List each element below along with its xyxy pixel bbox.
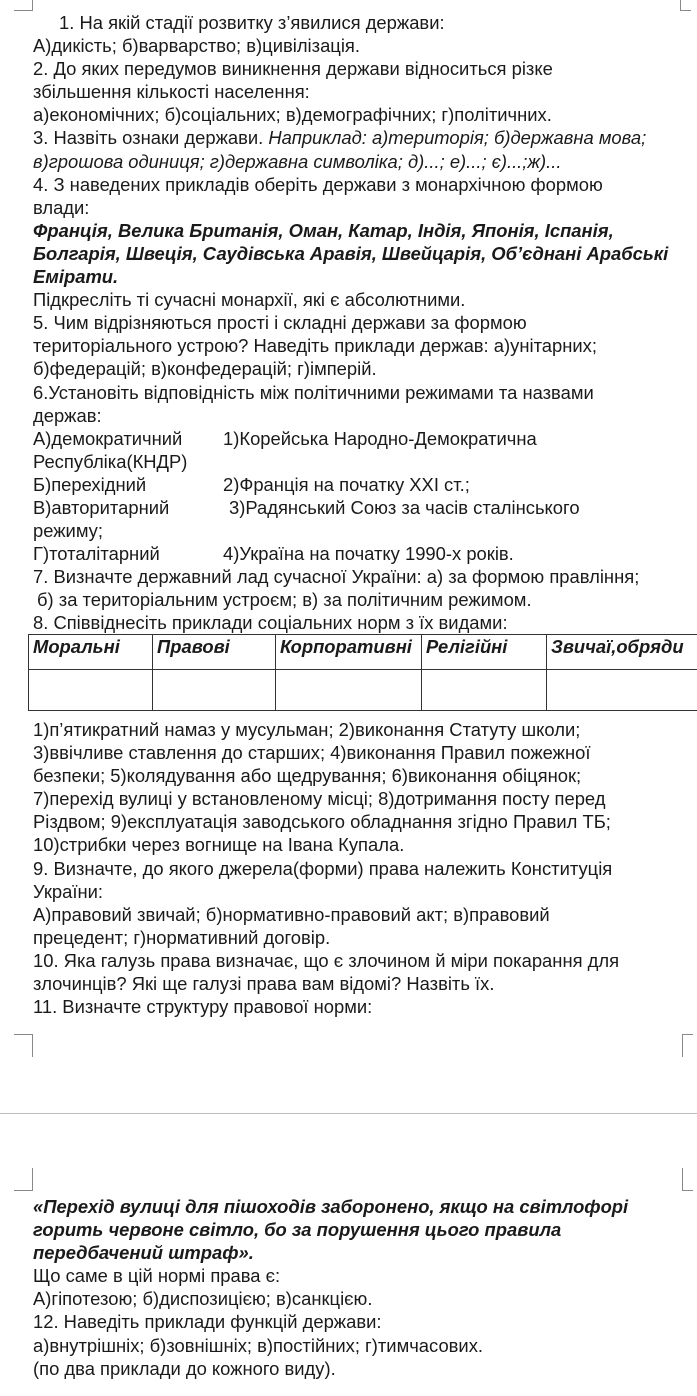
answer-cell-corporate[interactable] (276, 670, 422, 711)
questions-block-continued (33, 718, 695, 1018)
q6-state-3: 3)Радянський Союз за часів сталінського (229, 496, 580, 518)
q4-countries-line-3: Емірати. (33, 266, 119, 288)
crop-mark-top-left-page-2 (14, 1168, 33, 1191)
answer-cell-legal[interactable] (153, 670, 276, 711)
answer-cell-religious[interactable] (422, 670, 547, 711)
crop-mark-top-left (14, 0, 33, 11)
q12-answers: а)внутрішніх; б)зовнішніх; в)постійних; г)тимчасових. (33, 1334, 484, 1356)
q2-question-line-2: збільшення кількості населення: (33, 81, 310, 103)
col-header-corporate: Корпоративні (276, 635, 422, 670)
q6-regime-d: Г)тоталітарний (33, 543, 160, 565)
col-header-customs: Звичаї,обряди (547, 635, 697, 670)
q6-regime-c: В)авторитарний (33, 496, 170, 518)
q6-row-d (33, 542, 695, 565)
q11-task: Що саме в цій нормі права є: (33, 1265, 281, 1287)
crop-mark-top-right-page-2 (682, 1168, 693, 1191)
q4-question-line-1: 4. З наведених прикладів оберіть держави з монархічною формою (33, 173, 603, 195)
q4-task: Підкресліть ті сучасні монархії, які є абсолютними. (33, 289, 466, 311)
crop-mark-top-right (680, 0, 691, 11)
crop-mark-bottom-right (682, 1034, 693, 1057)
q6-regime-b: Б)перехідний (33, 473, 147, 495)
col-header-moral: Моральні (29, 635, 153, 670)
q8-examples-line-5: Різдвом; 9)експлуатація заводського обладнання згідно Правил ТБ; (33, 811, 611, 833)
q2-question-line-1: 2. До яких передумов виникнення держави відноситься різке (33, 58, 553, 80)
q3-example-part-2: в)грошова одиниця; г)державна символіка; д)...; е)...; є)...;ж)... (33, 150, 562, 172)
questions-block-page-2 (33, 1195, 695, 1380)
q6-line-2: держав: (33, 404, 102, 426)
q12-note: (по два приклади до кожного виду). (33, 1357, 336, 1379)
q3-question: 3. Назвіть ознаки держави. (33, 127, 269, 149)
q8-examples-line-4: 7)перехід вулиці у встановленому місці; 8)дотримання посту перед (33, 788, 606, 810)
q6-state-3-cont: режиму; (33, 520, 103, 542)
q1-answers: А)дикість; б)варварство; в)цивілізація. (33, 35, 360, 57)
col-header-legal: Правові (153, 635, 276, 670)
q6-line-1: 6.Установіть відповідність між політичними режимами та назвами (33, 381, 594, 403)
q6-row-b (33, 473, 695, 496)
q1-question: 1. На якій стадії розвитку з’явилися держави: (59, 12, 445, 33)
q4-countries-line-2: Болгарія, Швеція, Саудівська Аравія, Швейцарія, Об’єднані Арабські (33, 242, 669, 264)
q7-line-2: б) за територіальним устроєм; в) за політичним режимом. (37, 589, 532, 611)
q2-answers: а)економічних; б)соціальних; в)демографічних; г)політичних. (33, 104, 552, 126)
q9-answers-line-2: прецедент; г)нормативний договір. (33, 926, 331, 948)
q9-question-line-1: 9. Визначте, до якого джерела(форми) права належить Конституція (33, 857, 613, 879)
q11-question: 11. Визначте структуру правової норми: (33, 996, 373, 1018)
q10-line-2: злочинців? Які ще галузі права вам відомі? Назвіть їх. (33, 973, 495, 995)
q5-line-2: територіального устрою? Наведіть приклади держав: а)унітарних; (33, 335, 597, 357)
q10-line-1: 10. Яка галузь права визначає, що є злочином й міри покарання для (33, 949, 620, 971)
q6-row-a (33, 427, 695, 450)
q5-line-3: б)федерацій; в)конфедерацій; г)імперій. (33, 358, 377, 380)
q8-examples-line-1: 1)п’ятикратний намаз у мусульман; 2)виконання Статуту школи; (33, 719, 581, 740)
q3-example-part-1: Наприклад: а)територія; б)державна мова; (268, 127, 647, 149)
q9-answers-line-1: А)правовий звичай; б)нормативно-правовий акт; в)правовий (33, 903, 550, 925)
q5-line-1: 5. Чим відрізняються прості і складні держави за формою (33, 312, 527, 334)
q12-question: 12. Наведіть приклади функцій держави: (33, 1311, 382, 1333)
q4-countries-line-1: Франція, Велика Британія, Оман, Катар, Індія, Японія, Іспанія, (33, 219, 614, 241)
q6-row-c (33, 496, 695, 519)
q9-question-line-2: України: (33, 880, 104, 902)
q6-regime-a: А)демократичний (33, 427, 183, 449)
q7-line-1: 7. Визначте державний лад сучасної України: а) за формою правління; (33, 566, 640, 588)
q6-state-1: 1)Корейська Народно-Демократична (223, 427, 537, 449)
legal-norm-quote-line-3: передбачений штраф». (33, 1242, 254, 1264)
q4-question-line-2: влади: (33, 196, 90, 218)
q8-examples-line-2: 3)ввічливе ставлення до старших; 4)виконання Правил пожежної (33, 742, 591, 764)
q8-examples-line-3: безпеки; 5)колядування або щедрування; 6)виконання обіцянок; (33, 765, 582, 787)
table-answer-row (29, 670, 697, 711)
table-header-row (29, 635, 697, 670)
answer-cell-moral[interactable] (29, 670, 153, 711)
q6-state-1-cont: Республіка(КНДР) (33, 450, 188, 472)
crop-mark-bottom-left (14, 1034, 33, 1057)
answer-cell-customs[interactable] (547, 670, 697, 711)
social-norms-table (28, 634, 697, 711)
legal-norm-quote-line-1: «Перехід вулиці для пішоходів заборонено, якщо на світлофорі (33, 1196, 629, 1217)
col-header-religious: Релігійні (422, 635, 547, 670)
q11-answers: А)гіпотезою; б)диспозицією; в)санкцією. (33, 1288, 373, 1310)
q8-question: 8. Співвіднесіть приклади соціальних норм з їх видами: (33, 612, 508, 634)
q8-examples-line-6: 10)стрибки через вогнище на Івана Купала. (33, 834, 405, 856)
legal-norm-quote-line-2: горить червоне світло, бо за порушення цього правила (33, 1219, 562, 1241)
q6-state-2: 2)Франція на початку XXI ст.; (223, 473, 470, 495)
q3-line-1 (33, 126, 695, 149)
q6-state-4: 4)Україна на початку 1990-х років. (223, 543, 514, 565)
questions-block (33, 11, 695, 635)
worksheet-page-2 (0, 1114, 697, 1396)
